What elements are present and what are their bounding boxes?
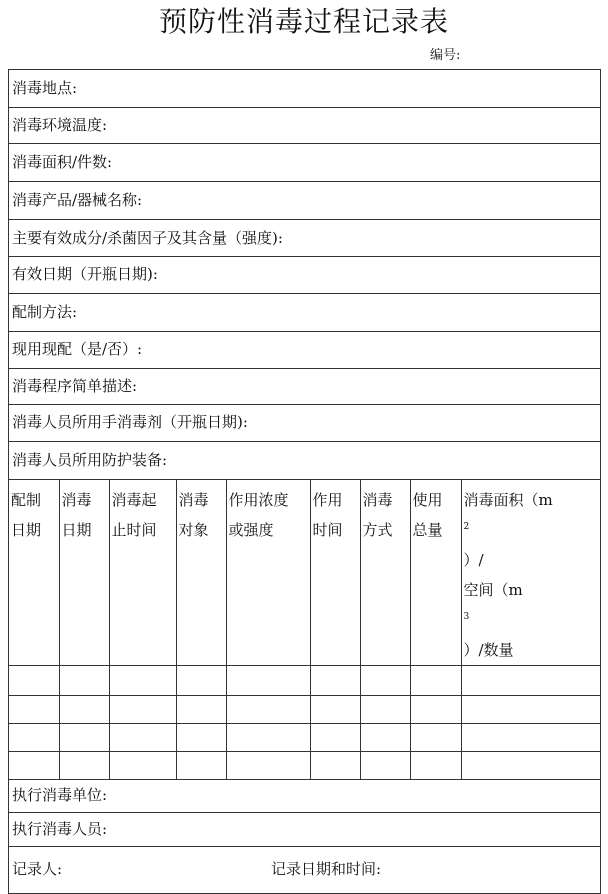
table-cell[interactable] [59,696,109,724]
table-cell[interactable] [360,666,410,696]
field-procedure-description[interactable]: 消毒程序简单描述: [9,368,600,404]
table-cell[interactable] [109,724,176,752]
field-product-name[interactable]: 消毒产品/器械名称: [9,181,600,219]
table-cell[interactable] [176,724,226,752]
header-action-time: 作用 时间 [310,480,360,666]
field-executing-unit[interactable]: 执行消毒单位: [12,786,108,804]
field-area-count[interactable]: 消毒面积/件数: [9,143,600,181]
header-preparation-date: 配制 日期 [9,480,59,666]
table-cell[interactable] [461,696,601,724]
field-preparation-method[interactable]: 配制方法: [9,293,600,331]
table-cell[interactable] [310,724,360,752]
table-cell[interactable] [226,752,310,780]
table-cell[interactable] [226,724,310,752]
table-cell[interactable] [226,666,310,696]
table-cell[interactable] [109,752,176,780]
table-cell[interactable] [310,666,360,696]
table-cell[interactable] [360,724,410,752]
field-expiry-date[interactable]: 有效日期（开瓶日期): [9,256,600,293]
field-hand-sanitizer[interactable]: 消毒人员所用手消毒剂（开瓶日期): [9,404,600,441]
table-cell[interactable] [59,666,109,696]
header-start-end-time: 消毒起 止时间 [109,480,176,666]
table-cell[interactable] [176,752,226,780]
table-cell[interactable] [410,666,461,696]
disinfection-log-table [9,479,601,780]
field-record-datetime[interactable]: 记录日期和时间: [271,860,382,878]
doc-number-label: 编号: [430,48,461,63]
header-disinfection-method: 消毒 方式 [360,480,410,666]
table-cell[interactable] [410,696,461,724]
table-cell[interactable] [59,724,109,752]
table-cell[interactable] [9,752,59,780]
table-cell[interactable] [310,752,360,780]
table-cell[interactable] [9,724,59,752]
table-cell[interactable] [360,752,410,780]
field-active-ingredient[interactable]: 主要有效成分/杀菌因子及其含量（强度): [9,219,600,256]
form-title: 预防性消毒过程记录表 [158,5,449,38]
table-row [9,696,601,724]
table-cell[interactable] [461,752,601,780]
table-row [9,724,601,752]
signature-row [9,846,600,893]
field-location[interactable]: 消毒地点: [9,69,600,107]
table-cell[interactable] [176,666,226,696]
table-cell[interactable] [410,752,461,780]
header-total-usage: 使用 总量 [410,480,461,666]
table-row [9,752,601,780]
table-cell[interactable] [410,724,461,752]
table-cell[interactable] [310,696,360,724]
field-prepared-freshly[interactable]: 现用现配（是/否）: [9,331,600,368]
header-area-volume-count: 消毒面积（m $^2$ ）/ 空间（m $^3$ ）/数量 [461,480,601,666]
header-disinfection-date: 消毒 日期 [59,480,109,666]
table-cell[interactable] [109,696,176,724]
table-cell[interactable] [461,724,601,752]
disinfection-record-form [8,69,601,894]
table-header-row [9,480,601,666]
field-temperature[interactable]: 消毒环境温度: [9,107,600,143]
table-cell[interactable] [226,696,310,724]
table-cell[interactable] [360,696,410,724]
header-concentration: 作用浓度 或强度 [226,480,310,666]
table-cell[interactable] [59,752,109,780]
field-recorder[interactable]: 记录人: [12,860,63,878]
table-cell[interactable] [9,696,59,724]
field-protective-equipment[interactable]: 消毒人员所用防护装备: [9,441,600,479]
table-cell[interactable] [176,696,226,724]
table-cell[interactable] [461,666,601,696]
field-executing-personnel[interactable]: 执行消毒人员: [9,812,600,846]
table-row [9,666,601,696]
table-cell[interactable] [9,666,59,696]
table-cell[interactable] [109,666,176,696]
header-disinfection-target: 消毒 对象 [176,480,226,666]
